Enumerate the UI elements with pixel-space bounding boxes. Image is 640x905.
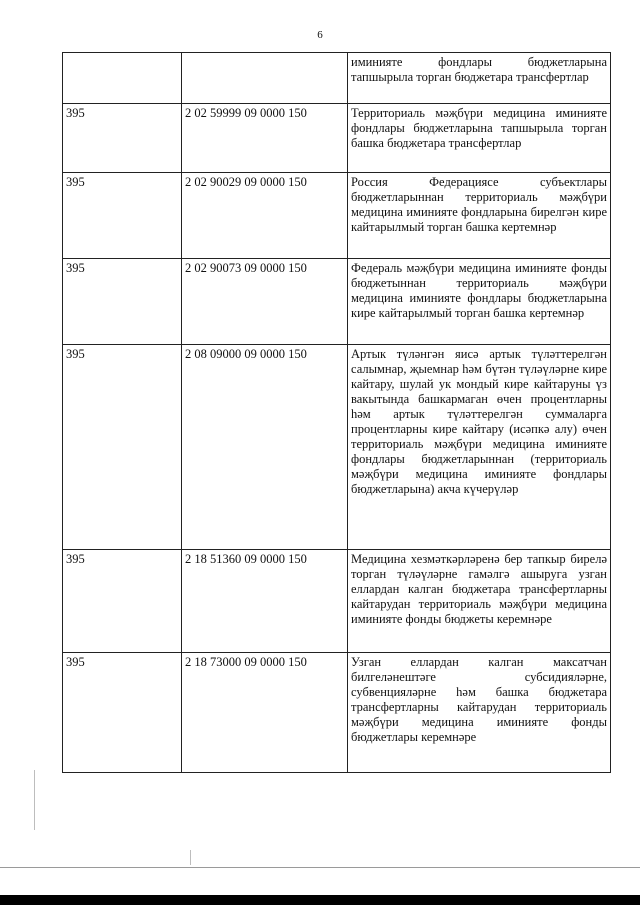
admin-code-cell: 395 — [63, 104, 182, 173]
admin-code-cell — [63, 53, 182, 104]
budget-code-cell: 2 18 73000 09 0000 150 — [182, 653, 348, 773]
budget-code-cell: 2 02 59999 09 0000 150 — [182, 104, 348, 173]
admin-code-cell: 395 — [63, 345, 182, 550]
scan-border-bottom — [0, 895, 640, 905]
scan-artifact-speck — [190, 850, 191, 865]
table-row — [63, 550, 611, 653]
table-row — [63, 104, 611, 173]
scan-artifact-line — [0, 867, 640, 868]
table-row — [63, 653, 611, 773]
budget-code-cell: 2 18 51360 09 0000 150 — [182, 550, 348, 653]
admin-code-cell: 395 — [63, 173, 182, 259]
page-number: 6 — [317, 29, 323, 41]
budget-code-cell: 2 02 90029 09 0000 150 — [182, 173, 348, 259]
description-cell: Россия Федерациясе субъектлары бюджетларыннан территориаль мәҗбүри медицина иминияте фондларына бирелгән кире кайтарылмый торган башка кертемнәр — [348, 173, 611, 259]
description-cell: Медицина хезмәткәрләренә бер тапкыр бирелә торган түләүләрне гамәлгә ашыруга узган еллардан калган бюджетара трансфертларны кайтарудан территориаль мәҗбүри медицина иминияте фонды бюджеты керемнәре — [348, 550, 611, 653]
table-row — [63, 259, 611, 345]
description-cell: Федераль мәҗбүри медицина иминияте фонды бюджетыннан территориаль мәҗбүри медицина иминияте фондлары бюджетларына кире кайтарылмый торган башка кертемнәр — [348, 259, 611, 345]
budget-codes-table — [62, 52, 611, 773]
table-row — [63, 173, 611, 259]
admin-code-cell: 395 — [63, 653, 182, 773]
admin-code-cell: 395 — [63, 259, 182, 345]
admin-code-cell: 395 — [63, 550, 182, 653]
description-cell: иминияте фондлары бюджетларына тапшырыла торган бюджетара трансфертлар — [348, 53, 611, 104]
table-row — [63, 53, 611, 104]
budget-code-cell — [182, 53, 348, 104]
table-row — [63, 345, 611, 550]
description-cell: Территориаль мәҗбүри медицина иминияте фондлары бюджетларына тапшырыла торган башка бюджетара трансфертлар — [348, 104, 611, 173]
description-cell: Узган еллардан калган максатчан билгеләнештәге субсидияләрне, субвенцияләрне һәм башка бюджетара трансфертларны кайтарудан территориаль мәҗбүри медицина иминияте фонды бюджетлары керемнәре — [348, 653, 611, 773]
description-cell: Артык түләнгән яисә артык түләттерелгән салымнар, җыемнар һәм бүтән түләүләрне кире кайтару, шулай ук мондый кире кайтаруны үз вакытында башкармаган өчен процентларны һәм артык түләттерелгән суммаларга процентларны кире кайтару (исәпкә алу) өчен территориаль мәҗбүри медицина иминияте фондлары бюджетларыннан (территориаль мәҗбүри медицина иминияте фондлары бюджетларына) акча күчерүләр — [348, 345, 611, 550]
scan-artifact-speck — [34, 770, 35, 830]
budget-code-cell: 2 02 90073 09 0000 150 — [182, 259, 348, 345]
budget-code-cell: 2 08 09000 09 0000 150 — [182, 345, 348, 550]
